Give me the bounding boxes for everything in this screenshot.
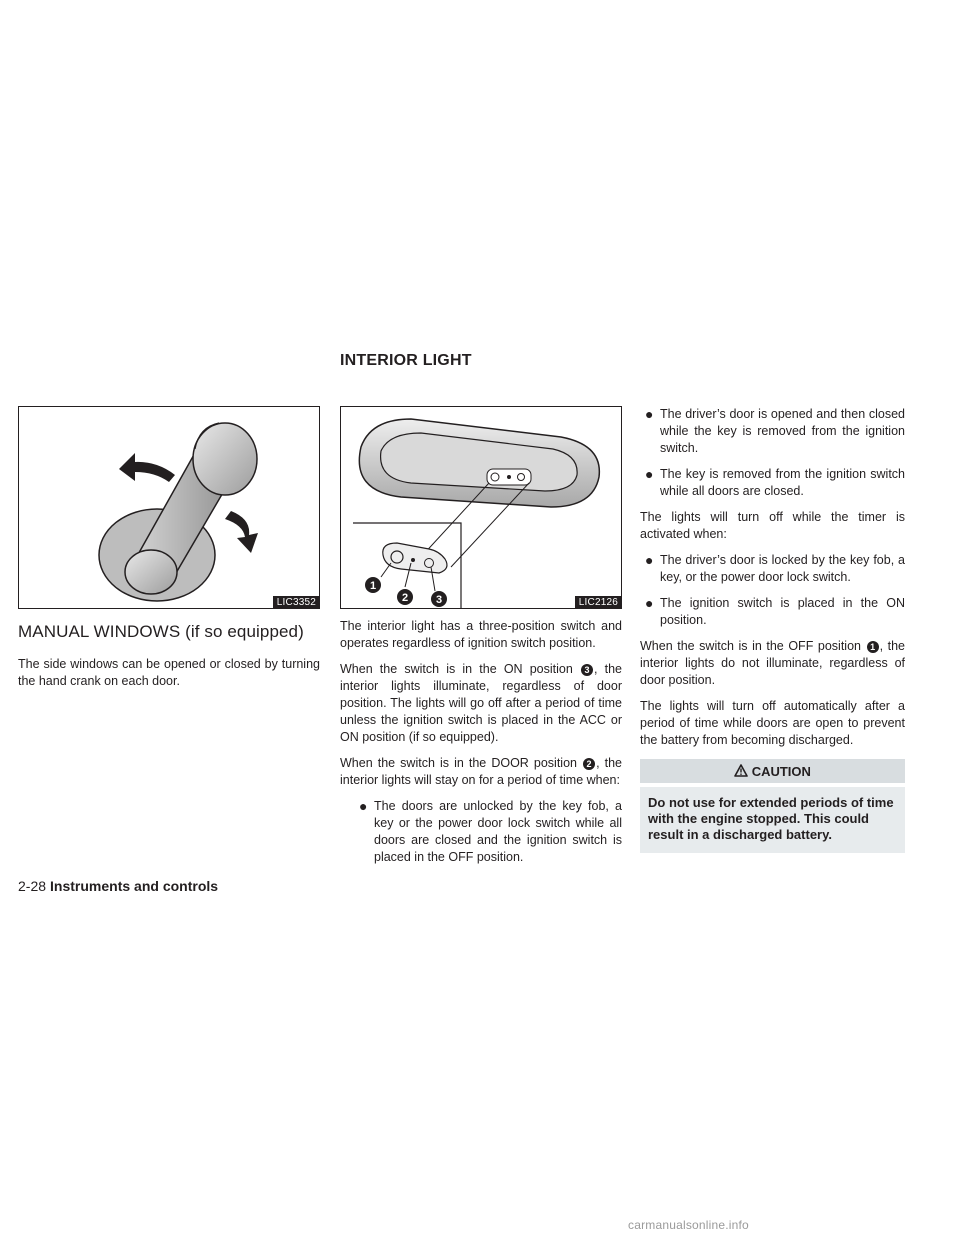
figure-label: LIC2126	[575, 596, 621, 608]
column-1	[18, 656, 320, 699]
bullet-icon: ●	[645, 466, 654, 482]
paragraph	[640, 638, 905, 689]
text: When the switch is in the DOOR position	[340, 756, 577, 770]
callout-1-badge: 1	[867, 641, 879, 653]
text: , the interior lights illuminate, regardless of door position. The lights will go off after a period of time unless the ignition switch is placed in the ACC or ON position (if so equipped).	[340, 662, 622, 744]
manual-windows-title: MANUAL WINDOWS (if so equipped)	[18, 622, 304, 641]
callout-2: 2	[401, 592, 409, 604]
figure-window-crank	[18, 406, 320, 609]
paragraph: The interior light has a three-position switch and operates regardless of ignition switch position.	[340, 619, 622, 650]
page-footer	[18, 878, 218, 894]
warning-icon	[734, 764, 748, 777]
section-heading: INTERIOR LIGHT	[340, 352, 472, 369]
window-crank-illustration	[19, 407, 319, 608]
caution-header	[640, 759, 905, 783]
callout-2-badge: 2	[583, 758, 595, 770]
text: , the interior lights do not illuminate, regardless of door position.	[640, 639, 906, 687]
bullet-icon: ●	[645, 552, 654, 568]
caution-text: Do not use for extended periods of time with the engine stopped. This could result in a discharged battery.	[640, 787, 905, 853]
text: , the interior lights will stay on for a period of time when:	[340, 756, 622, 787]
watermark: carmanualsonline.info	[628, 1218, 749, 1232]
paragraph: The lights will turn off while the timer is activated when:	[640, 510, 905, 541]
figure-label: LIC3352	[273, 596, 319, 608]
list-item	[640, 406, 905, 457]
text: When the switch is in the ON position	[340, 662, 573, 676]
list-item	[640, 466, 905, 500]
bullet-icon: ●	[359, 798, 368, 814]
bullet-text: The driver’s door is opened and then closed while the key is removed from the ignition switch.	[660, 407, 905, 455]
caution-title: CAUTION	[751, 764, 811, 779]
chapter-title: Instruments and controls	[50, 878, 219, 894]
bullet-icon: ●	[645, 406, 654, 422]
list-item	[354, 798, 622, 866]
list-item	[640, 595, 905, 629]
bullet-text: The ignition switch is placed in the ON position.	[660, 596, 905, 627]
column-3	[640, 406, 905, 853]
bullet-text: The driver’s door is locked by the key fob, a key, or the power door lock switch.	[660, 553, 905, 584]
bullet-text: The key is removed from the ignition switch while all doors are closed.	[660, 467, 905, 498]
text: When the switch is in the OFF position	[640, 639, 861, 653]
figure-interior-light	[340, 406, 622, 609]
interior-light-illustration	[341, 407, 621, 608]
column-2	[340, 618, 622, 875]
paragraph	[340, 755, 622, 789]
bullet-text: The doors are unlocked by the key fob, a key or the power door lock switch while all doors are closed and the ignition switch is placed in the OFF position.	[374, 799, 622, 864]
callout-3: 3	[435, 594, 443, 606]
manual-windows-text: The side windows can be opened or closed by turning the hand crank on each door.	[18, 657, 320, 688]
list-item	[640, 552, 905, 586]
callout-1: 1	[369, 580, 377, 592]
caution-box	[640, 759, 905, 853]
callout-3-badge: 3	[581, 664, 593, 676]
paragraph: The lights will turn off automatically after a period of time while doors are open to prevent the battery from becoming discharged.	[640, 699, 905, 747]
page-number: 2-28	[18, 878, 47, 894]
bullet-icon: ●	[645, 595, 654, 611]
paragraph	[340, 661, 622, 746]
